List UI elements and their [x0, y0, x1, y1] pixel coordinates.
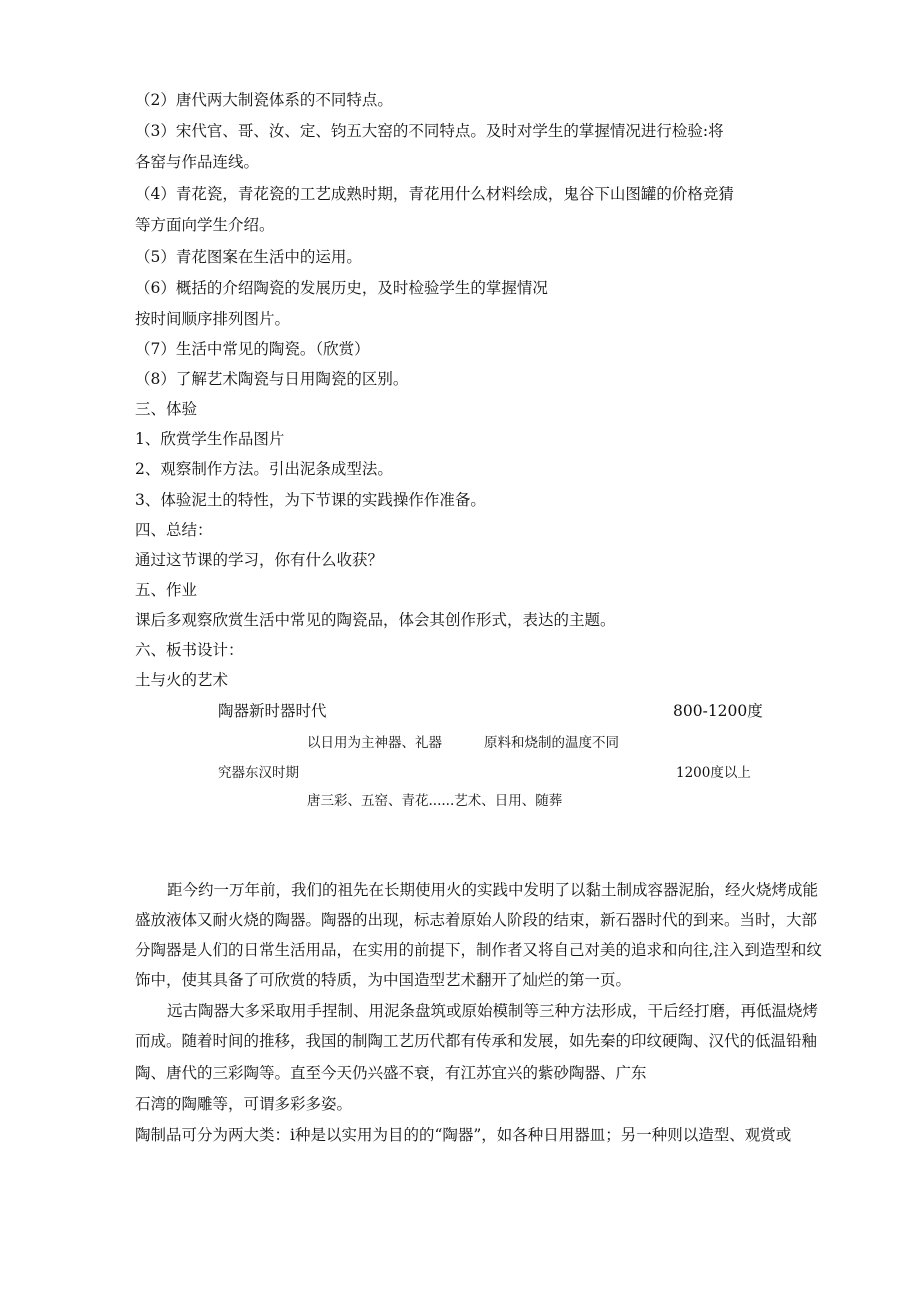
- text-line: （5）青花图案在生活中的运用。: [135, 248, 362, 266]
- text-line: 2、观察制作方法。引出泥条成型法。: [135, 460, 393, 478]
- paragraph-line: 陶制品可分为两大类：i种是以实用为目的的“陶器”，如各种日用器皿；另一种则以造型、观赏或: [135, 1126, 792, 1144]
- board-row3-right: 1200度以上: [676, 765, 751, 781]
- paragraph-line: 而成。随着时间的推移，我国的制陶工艺历代都有传承和发展，如先秦的印纹硬陶、汉代的低温铅釉: [135, 1032, 818, 1050]
- text-line: （3）宋代官、哥、汝、定、钧五大窑的不同特点。及时对学生的掌握情况进行检验:将: [135, 122, 724, 140]
- board-row1-left: 陶器新时器时代: [218, 702, 327, 720]
- text-line: （8）了解艺术陶瓷与日用陶瓷的区别。: [135, 370, 409, 388]
- text-line: （6）概括的介绍陶瓷的发展历史，及时检验学生的掌握情况: [135, 279, 548, 297]
- paragraph-line: 远古陶器大多采取用手捏制、用泥条盘筑或原始模制等三种方法形成，干后经打磨，再低温烧烤: [167, 1002, 819, 1020]
- section-heading: 六、板书设计：: [135, 641, 244, 659]
- board-row2-a: 以日用为主神器、礼器: [307, 735, 442, 751]
- board-row4: 唐三彩、五窑、青花......艺术、日用、随葬: [307, 793, 563, 809]
- board-title: 土与火的艺术: [135, 671, 229, 689]
- text-line: （4）青花瓷，青花瓷的工艺成熟时期，青花用什么材料绘成，鬼谷下山图罐的价格竞猜: [135, 185, 734, 203]
- board-row1-right: 800-1200度: [673, 702, 763, 720]
- paragraph-line: 盛放液体又耐火烧的陶器。陶器的出现，标志着原始人阶段的结束，新石器时代的到来。当时，大部: [135, 911, 818, 929]
- text-line: （2）唐代两大制瓷体系的不同特点。: [135, 91, 393, 109]
- text-line: 课后多观察欣赏生活中常见的陶瓷品，体会其创作形式，表达的主题。: [135, 611, 616, 629]
- text-line: 等方面向学生介绍。: [135, 216, 275, 234]
- text-line: （7）生活中常见的陶瓷。（欣赏）: [135, 340, 370, 358]
- paragraph-line: 分陶器是人们的日常生活用品，在实用的前提下，制作者又将自己对美的追求和向往,注入到造型和纹: [135, 941, 822, 959]
- paragraph-line: 陶、唐代的三彩陶等。直至今天仍兴盛不衰，有江苏宜兴的紫砂陶器、广东: [135, 1064, 647, 1082]
- paragraph-line: 饰中，使其具备了可欣赏的特质，为中国造型艺术翻开了灿烂的第一页。: [135, 971, 632, 989]
- text-line: 按时间顺序排列图片。: [135, 310, 291, 328]
- section-heading: 五、作业: [135, 581, 198, 599]
- board-row3-left: 究器东汉时期: [218, 765, 299, 781]
- section-heading: 四、总结：: [135, 521, 213, 539]
- paragraph-line: 石湾的陶雕等，可谓多彩多姿。: [135, 1095, 353, 1113]
- board-row2-b: 原料和烧制的温度不同: [484, 735, 619, 751]
- text-line: 3、体验泥土的特性，为下节课的实践操作作准备。: [135, 491, 486, 509]
- text-line: 1、欣赏学生作品图片: [135, 430, 285, 448]
- text-line: 各窑与作品连线。: [135, 153, 260, 171]
- paragraph-line: 距今约一万年前，我们的祖先在长期使用火的实践中发明了以黏土制成容器泥胎，经火烧烤成能: [167, 881, 819, 899]
- text-line: 通过这节课的学习，你有什么收获？: [135, 551, 384, 569]
- section-heading: 三、体验: [135, 400, 198, 418]
